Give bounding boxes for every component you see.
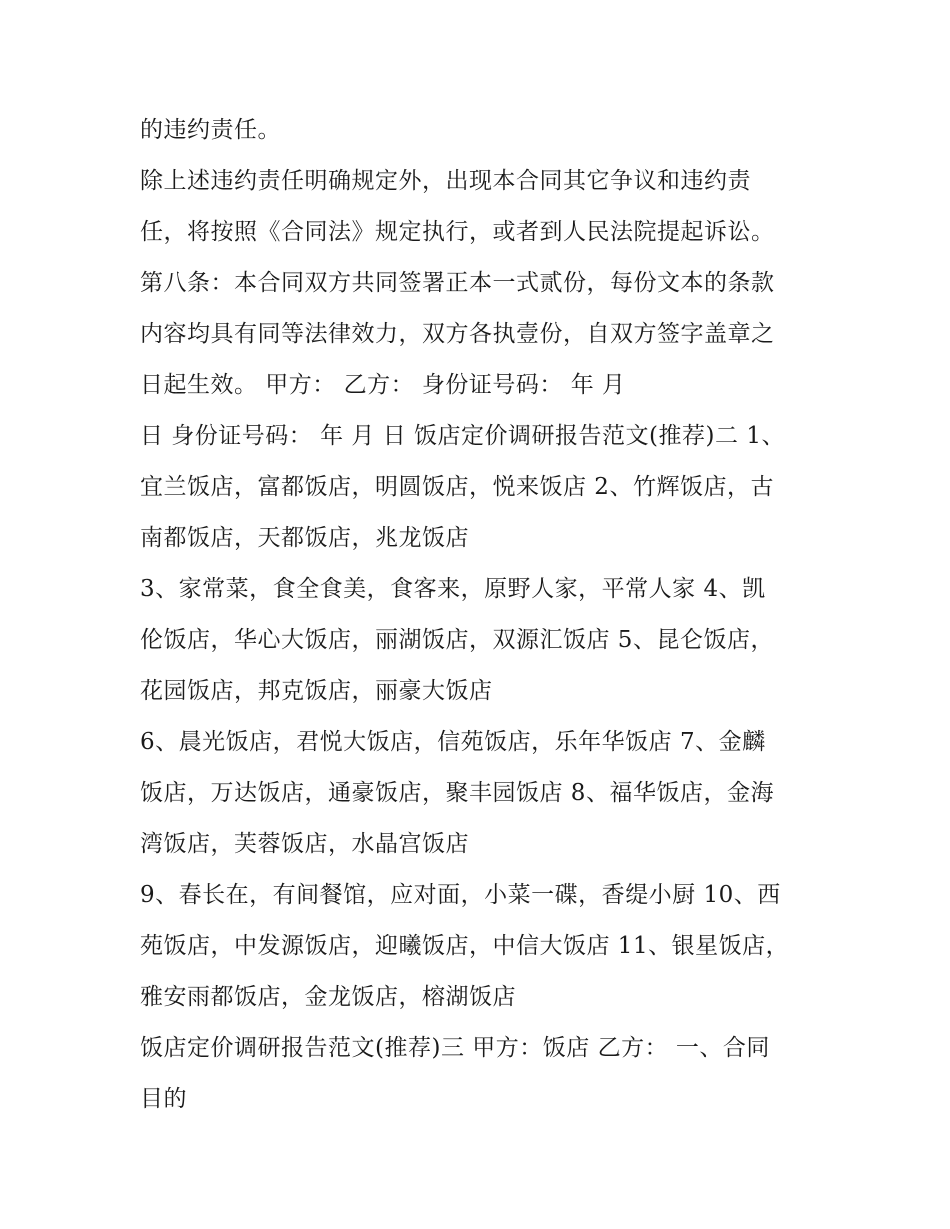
text-line: 日起生效。 甲方： 乙方： 身份证号码： 年 月 xyxy=(140,372,626,398)
text-line: 6、晨光饭店，君悦大饭店，信苑饭店，乐年华饭店 7、金麟 xyxy=(140,729,766,755)
text-line: 日 身份证号码： 年 月 日 饭店定价调研报告范文(推荐)二 1、 xyxy=(140,423,785,449)
text-line: 的违约责任。 xyxy=(140,117,281,143)
text-line: 目的 xyxy=(140,1086,187,1112)
text-line: 花园饭店，邦克饭店，丽豪大饭店 xyxy=(140,678,493,704)
document-body xyxy=(140,107,830,1127)
text-line: 湾饭店，芙蓉饭店，水晶宫饭店 xyxy=(140,831,469,857)
text-line: 任，将按照《合同法》规定执行，或者到人民法院提起诉讼。 xyxy=(140,219,775,245)
text-line: 第八条：本合同双方共同签署正本一式贰份，每份文本的条款 xyxy=(140,270,775,296)
text-line: 饭店，万达饭店，通豪饭店，聚丰园饭店 8、福华饭店，金海 xyxy=(140,780,774,806)
text-line: 3、家常菜，食全食美，食客来，原野人家，平常人家 4、凯 xyxy=(140,576,766,602)
text-line: 南都饭店，天都饭店，兆龙饭店 xyxy=(140,525,469,551)
text-line: 内容均具有同等法律效力，双方各执壹份，自双方签字盖章之 xyxy=(140,321,775,347)
text-line: 苑饭店，中发源饭店，迎曦饭店，中信大饭店 11、银星饭店， xyxy=(140,933,790,959)
text-line: 宜兰饭店，富都饭店，明圆饭店，悦来饭店 2、竹辉饭店，古 xyxy=(140,474,774,500)
text-line: 伦饭店，华心大饭店，丽湖饭店，双源汇饭店 5、昆仑饭店， xyxy=(140,627,774,653)
text-line: 饭店定价调研报告范文(推荐)三 甲方：饭店 乙方： 一、合同 xyxy=(140,1035,770,1061)
text-line: 雅安雨都饭店，金龙饭店，榕湖饭店 xyxy=(140,984,516,1010)
text-line: 除上述违约责任明确规定外，出现本合同其它争议和违约责 xyxy=(140,168,751,194)
text-line: 9、春长在，有间餐馆，应对面，小菜一碟，香缇小厨 10、西 xyxy=(140,882,781,908)
